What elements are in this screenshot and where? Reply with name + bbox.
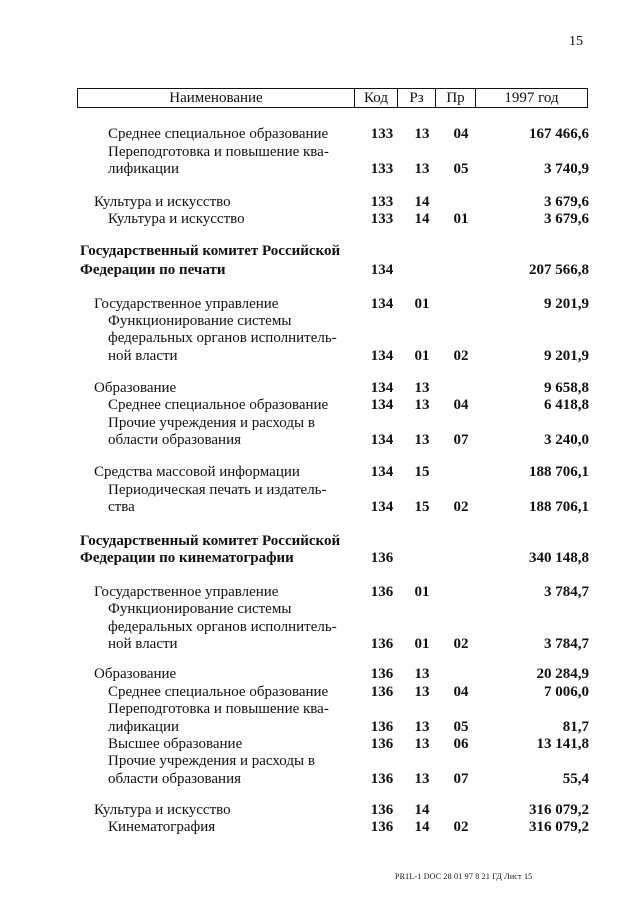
row-value: 20 284,9	[536, 666, 589, 682]
row-name: Культура и искусство	[94, 802, 231, 818]
row-name: Государственный комитет Российской	[80, 533, 341, 549]
row-kod: 136	[370, 666, 394, 682]
row-name: Кинематография	[108, 819, 216, 835]
row-rz: 13	[414, 380, 430, 396]
row-kod: 133	[370, 161, 394, 177]
row-rz: 13	[414, 126, 430, 142]
row-name: федеральных органов исполнитель-	[108, 330, 337, 346]
row-kod: 134	[370, 432, 394, 448]
table-row	[0, 683, 640, 701]
row-kod: 134	[370, 397, 394, 413]
row-kod: 134	[370, 499, 394, 515]
header-year: 1997 год	[475, 88, 588, 108]
row-rz: 01	[414, 636, 430, 652]
row-name: Среднее специальное образование	[108, 684, 329, 700]
row-value: 9 658,8	[544, 380, 589, 396]
row-kod: 136	[370, 684, 394, 700]
row-pr: 05	[453, 719, 469, 735]
table-row	[0, 193, 640, 211]
row-rz: 14	[414, 819, 430, 835]
row-name: Федерации по кинематографии	[80, 550, 294, 566]
footer-stamp: PR1L-1 DOC 28 01 97 8 21 ГД Лист 15	[395, 872, 533, 881]
row-pr: 07	[453, 432, 469, 448]
row-rz: 15	[414, 464, 430, 480]
row-name: Функционирование системы	[108, 601, 292, 617]
row-name: Культура и искусство	[108, 211, 245, 227]
row-pr: 04	[453, 684, 469, 700]
row-kod: 134	[370, 262, 394, 278]
table-row	[0, 770, 640, 788]
row-value: 81,7	[562, 719, 589, 735]
row-name: Государственный комитет Российской	[80, 243, 341, 259]
row-name: федеральных органов исполнитель-	[108, 619, 337, 635]
row-name: Среднее специальное образование	[108, 397, 329, 413]
row-name: ной власти	[108, 636, 178, 652]
row-kod: 134	[370, 380, 394, 396]
header-pr: Пр	[435, 88, 475, 108]
row-value: 316 079,2	[529, 802, 589, 818]
row-name: Среднее специальное образование	[108, 126, 329, 142]
row-value: 7 006,0	[544, 684, 589, 700]
row-name: Образование	[94, 666, 177, 682]
table-row	[0, 718, 640, 736]
row-kod: 134	[370, 296, 394, 312]
row-name: Образование	[94, 380, 177, 396]
row-kod: 136	[370, 802, 394, 818]
table-row	[0, 329, 640, 347]
table-row	[0, 210, 640, 228]
row-value: 6 418,8	[544, 397, 589, 413]
row-name: лификации	[108, 719, 180, 735]
table-row	[0, 818, 640, 836]
row-value: 3 784,7	[544, 584, 589, 600]
row-value: 3 784,7	[544, 636, 589, 652]
table-row	[0, 618, 640, 636]
table-row	[0, 549, 640, 567]
row-rz: 15	[414, 499, 430, 515]
row-rz: 13	[414, 397, 430, 413]
table-row	[0, 379, 640, 397]
row-pr: 05	[453, 161, 469, 177]
row-value: 207 566,8	[529, 262, 589, 278]
table-row	[0, 498, 640, 516]
table-row	[0, 700, 640, 718]
table-row	[0, 261, 640, 279]
table-row	[0, 635, 640, 653]
row-rz: 14	[414, 211, 430, 227]
table-row	[0, 481, 640, 499]
row-name: Прочие учреждения и расходы в	[108, 415, 315, 431]
row-value: 316 079,2	[529, 819, 589, 835]
table-row	[0, 532, 640, 550]
row-name: Культура и искусство	[94, 194, 231, 210]
row-name: лификации	[108, 161, 180, 177]
row-name: Средства массовой информации	[94, 464, 300, 480]
row-pr: 07	[453, 771, 469, 787]
page-number: 15	[569, 34, 583, 49]
row-name: области образования	[108, 432, 242, 448]
row-pr: 02	[453, 499, 469, 515]
table-row	[0, 312, 640, 330]
row-value: 188 706,1	[529, 499, 589, 515]
row-pr: 04	[453, 126, 469, 142]
row-kod: 136	[370, 550, 394, 566]
table-row	[0, 665, 640, 683]
row-pr: 02	[453, 348, 469, 364]
row-pr: 01	[453, 211, 469, 227]
table-row	[0, 600, 640, 618]
row-value: 3 740,9	[544, 161, 589, 177]
row-rz: 01	[414, 584, 430, 600]
table-row	[0, 396, 640, 414]
row-name: ства	[108, 499, 135, 515]
table-row	[0, 463, 640, 481]
row-value: 13 141,8	[536, 736, 589, 752]
row-kod: 136	[370, 584, 394, 600]
row-rz: 13	[414, 161, 430, 177]
row-rz: 13	[414, 719, 430, 735]
row-name: Переподготовка и повышение ква-	[108, 144, 329, 160]
row-rz: 14	[414, 194, 430, 210]
row-rz: 01	[414, 296, 430, 312]
table-row	[0, 242, 640, 260]
table-header	[77, 88, 588, 108]
header-name: Наименование	[77, 88, 354, 108]
row-value: 340 148,8	[529, 550, 589, 566]
row-value: 3 240,0	[544, 432, 589, 448]
row-kod: 133	[370, 126, 394, 142]
table-row	[0, 143, 640, 161]
table-row	[0, 295, 640, 313]
row-name: Высшее образование	[108, 736, 243, 752]
row-rz: 13	[414, 666, 430, 682]
row-value: 55,4	[562, 771, 589, 787]
row-pr: 04	[453, 397, 469, 413]
row-kod: 133	[370, 194, 394, 210]
row-rz: 13	[414, 771, 430, 787]
row-name: Функционирование системы	[108, 313, 292, 329]
table-row	[0, 801, 640, 819]
row-pr: 02	[453, 636, 469, 652]
table-row	[0, 160, 640, 178]
row-value: 9 201,9	[544, 348, 589, 364]
row-kod: 133	[370, 211, 394, 227]
row-name: Государственное управление	[94, 584, 279, 600]
header-kod: Код	[354, 88, 397, 108]
row-pr: 02	[453, 819, 469, 835]
row-value: 3 679,6	[544, 194, 589, 210]
row-value: 3 679,6	[544, 211, 589, 227]
row-rz: 13	[414, 736, 430, 752]
row-value: 167 466,6	[529, 126, 589, 142]
row-name: Государственное управление	[94, 296, 279, 312]
row-name: Федерации по печати	[80, 262, 226, 278]
table-row	[0, 414, 640, 432]
row-kod: 134	[370, 348, 394, 364]
row-kod: 136	[370, 636, 394, 652]
row-name: ной власти	[108, 348, 178, 364]
row-rz: 13	[414, 684, 430, 700]
row-value: 188 706,1	[529, 464, 589, 480]
table-row	[0, 583, 640, 601]
row-name: Периодическая печать и издатель-	[108, 482, 327, 498]
row-kod: 136	[370, 736, 394, 752]
row-rz: 13	[414, 432, 430, 448]
table-row	[0, 431, 640, 449]
table-row	[0, 347, 640, 365]
row-kod: 136	[370, 771, 394, 787]
row-name: области образования	[108, 771, 242, 787]
row-rz: 01	[414, 348, 430, 364]
row-kod: 134	[370, 464, 394, 480]
row-kod: 136	[370, 719, 394, 735]
row-name: Прочие учреждения и расходы в	[108, 753, 315, 769]
row-rz: 14	[414, 802, 430, 818]
table-row	[0, 125, 640, 143]
header-rz: Рз	[397, 88, 435, 108]
table-row	[0, 752, 640, 770]
row-value: 9 201,9	[544, 296, 589, 312]
row-pr: 06	[453, 736, 469, 752]
table-row	[0, 735, 640, 753]
row-kod: 136	[370, 819, 394, 835]
row-name: Переподготовка и повышение ква-	[108, 701, 329, 717]
